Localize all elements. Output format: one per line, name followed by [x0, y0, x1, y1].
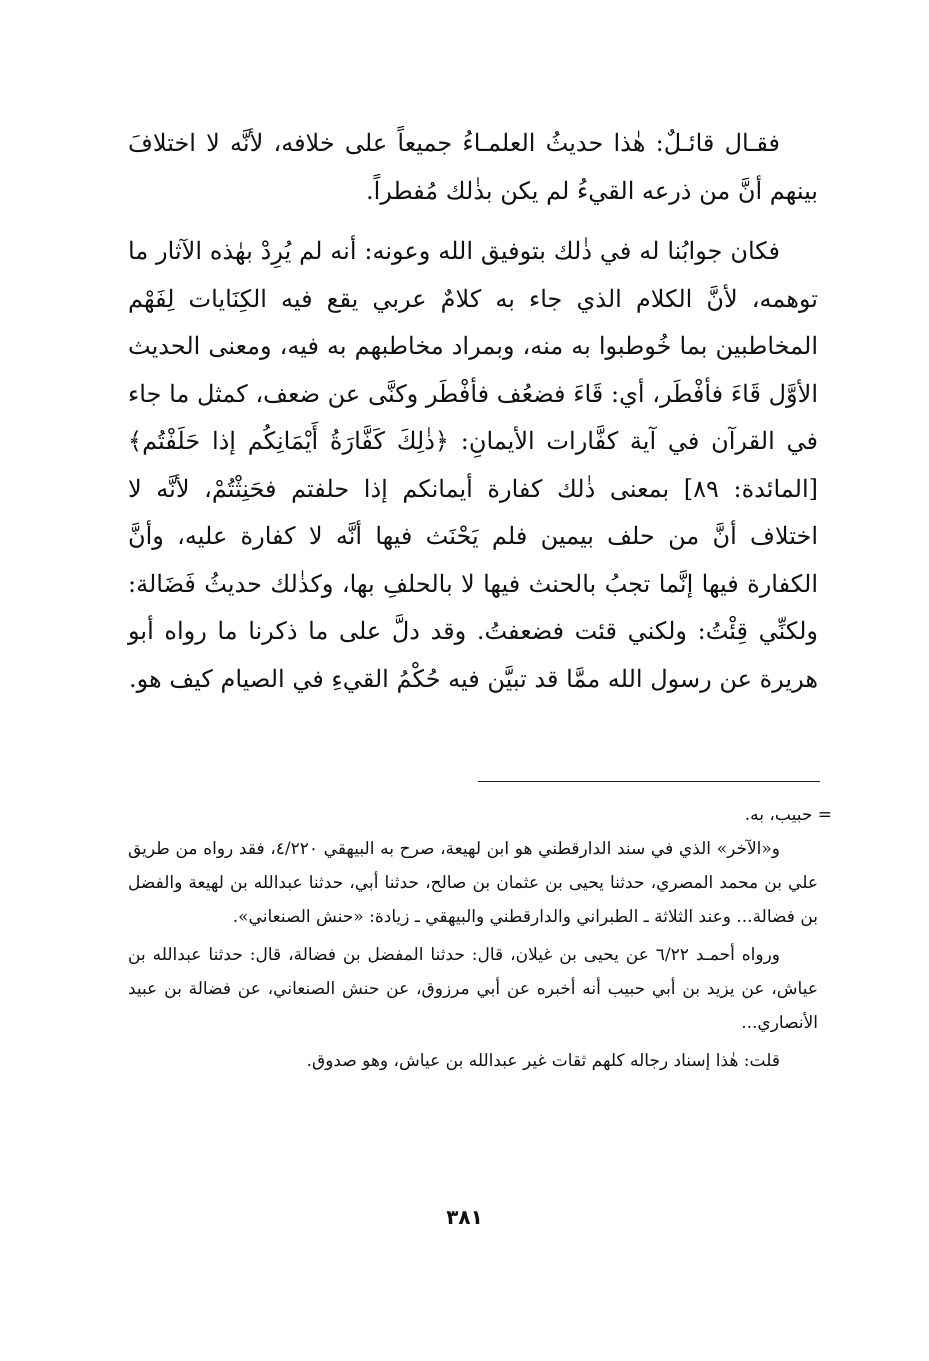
footnote-separator [478, 781, 820, 782]
footnote-paragraph-3: قلت: هٰذا إسناد رجاله كلهم ثقات غير عبدالله بن عياش، وهو صدوق. [306, 1051, 780, 1071]
footnote-paragraph-1: و«الآخر» الذي في سند الدارقطني هو ابن لهيعة، صرح به البيهقي ٤/٢٢٠، فقد رواه من طريق علي بن محمد المصري، حدثنا يحيى بن عثمان بن صالح، حدثنا أبي، حدثنا عبدالله بن لهيعة والفضل بن فضالة... وعند الثلاثة ـ الطبراني والدارقطني والبيهقي ـ زيادة: «حنش الصنعاني». [128, 839, 818, 927]
footnotes [128, 798, 832, 1078]
main-paragraph-2: فكان جوابُنا له في ذٰلك بتوفيق الله وعونه: أنه لم يُرِدْ بهٰذه الآثار ما توهمه، لأنَّ الكلام الذي جاء به كلامٌ عربي يقع فيه الكِنَايات لِفَهْم المخاطبين بما خُوطبوا به منه، وبمراد مخاطبهم به فيه، ومعنى الحديث الأوَّل قَاءَ فأفْطَر، أي: قَاءَ فضعُف فأفْطَر وكنَّى عن ضعف، كمثل ما جاء في القرآن في آية كفَّارات الأيمانِ: ﴿ذٰلِكَ كَفَّارَةُ أَيْمَانِكُم إذا حَلَفْتُم﴾ [المائدة: ٨٩] بمعنى ذٰلك كفارة أيمانكم إذا حلفتم فحَنِثْتُمْ، لأنَّه لا اختلاف أنَّ من حلف بيمين فلم يَحْنَث فيها أنَّه لا كفارة عليه، وأنَّ الكفارة فيها إنَّما تجبُ بالحنث فيها لا بالحلفِ بها، وكذٰلك حديثُ فَضَالة: ولكنِّي قِئْتُ: ولكني قئت فضعفتُ. وقد دلَّ على ما ذكرنا ما رواه أبو هريرة عن رسول الله ممَّا قد تبيَّن فيه حُكْمُ القيءِ في الصيام كيف هو. [128, 237, 818, 693]
main-text [128, 120, 818, 703]
footnote-paragraph-2: ورواه أحمـد ٦/٢٢ عن يحيى بن غيلان، قال: حدثنا المفضل بن فضالة، قال: حدثنا عبدالله بن عياش، عن يزيد بن أبي حبيب أنه أخبره عن أبي مرزوق، عن حنش الصنعاني، عن فضالة بن عبيد الأنصاري... [128, 945, 818, 1033]
footnote-continuation: = حبيب، به. [744, 805, 832, 825]
main-paragraph-1: فقـال قائـلٌ: هٰذا حديثُ العلمـاءُ جميعاً على خلافه، لأنَّه لا اختلافَ بينهم أنَّ من ذرعه القيءُ لم يكن بذٰلك مُفطراً. [128, 129, 818, 205]
page-number: ٣٨١ [446, 1205, 483, 1229]
